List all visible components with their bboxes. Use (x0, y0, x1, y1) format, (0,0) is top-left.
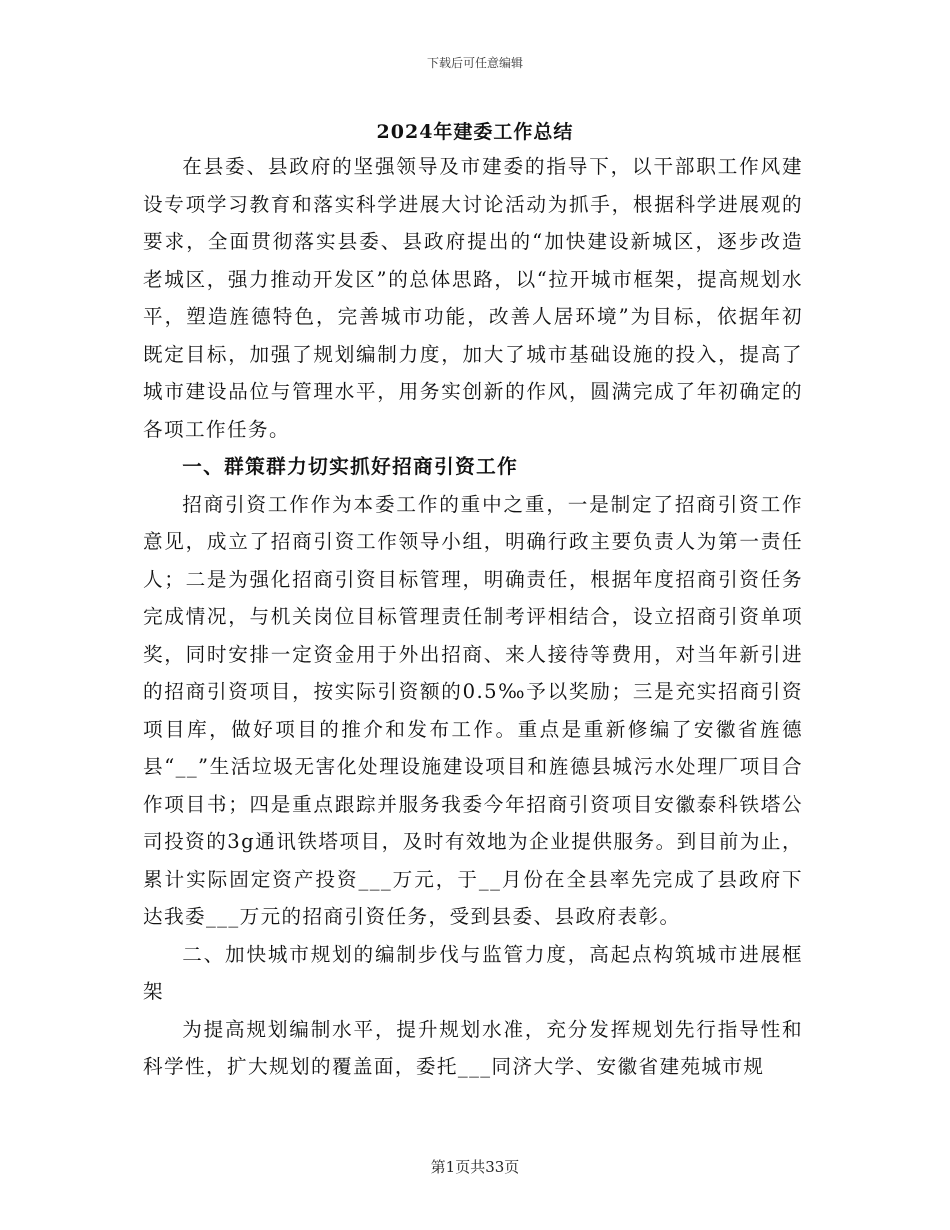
page-footer: 第1页共33页 (430, 1158, 520, 1176)
intro-paragraph: 在县委、县政府的坚强领导及市建委的指导下，以干部职工作风建设专项学习教育和落实科学进展大讨论活动为抓手，根据科学进展观的要求，全面贯彻落实县委、县政府提出的“加快建设新城区，逐步改造老城区，强力推动开发区”的总体思路，以“拉开城市框架，提高规划水平，塑造旌德特色，完善城市功能，改善人居环境”为目标，依据年初既定目标，加强了规划编制力度，加大了城市基础设施的投入，提高了城市建设品位与管理水平，用务实创新的作风，圆满完成了年初确定的各项工作任务。 (143, 155, 803, 441)
section-2-paragraph: 为提高规划编制水平，提升规划水准，充分发挥规划先行指导性和科学性，扩大规划的覆盖面，委托___同济大学、安徽省建苑城市规 (143, 1017, 803, 1078)
page-header: 下载后可任意编辑 (426, 56, 523, 70)
document-title: 2024年建委工作总结 (376, 121, 574, 143)
document-body (143, 148, 803, 1086)
section-heading-2: 二、加快城市规划的编制步伐与监管力度，高起点构筑城市进展框架 (143, 942, 803, 1003)
section-heading-1: 一、群策群力切实抓好招商引资工作 (182, 455, 519, 478)
section-1-paragraph: 招商引资工作作为本委工作的重中之重，一是制定了招商引资工作意见，成立了招商引资工作领导小组，明确行政主要负责人为第一责任人；二是为强化招商引资目标管理，明确责任，根据年度招商引资任务完成情况，与机关岗位目标管理责任制考评相结合，设立招商引资单项奖，同时安排一定资金用于外出招商、来人接待等费用，对当年新引进的招商引资项目，按实际引资额的0.5‰予以奖励；三是充实招商引资项目库，做好项目的推介和发布工作。重点是重新修编了安徽省旌德县“__”生活垃圾无害化处理设施建设项目和旌德县城污水处理厂项目合作项目书；四是重点跟踪并服务我委今年招商引资项目安徽泰科铁塔公司投资的3g通讯铁塔项目，及时有效地为企业提供服务。到目前为止，累计实际固定资产投资___万元，于__月份在全县率先完成了县政府下达我委___万元的招商引资任务，受到县委、县政府表彰。 (143, 492, 803, 928)
